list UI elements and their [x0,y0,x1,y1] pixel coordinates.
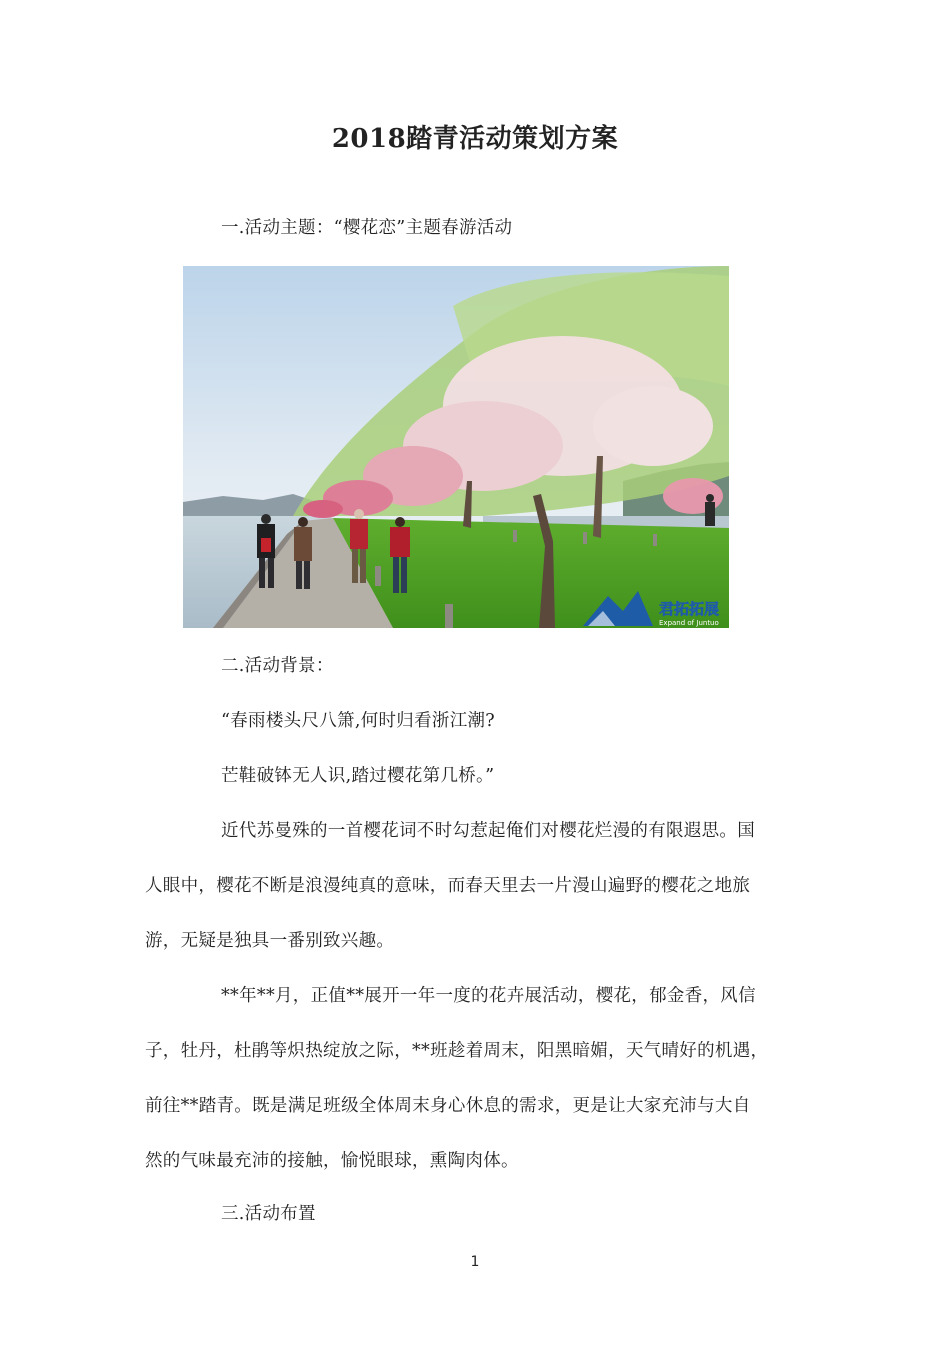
paragraph-2-line-2: 子，牡丹，杜鹃等炽热绽放之际，**班趁着周末，阳黑暗媚，天气晴好的机遇， [145,1041,769,1061]
paragraph-1-line-2: 人眼中，樱花不断是浪漫纯真的意味，而春天里去一片漫山遍野的樱花之地旅 [145,876,751,896]
document-title: 2018踏青活动策划方案 [331,124,619,154]
watermark-subtitle: Expand of Juntuo [659,619,719,627]
section-3-heading: 三.活动布置 [221,1204,316,1224]
poem-line-1: “春雨楼头尺八箫,何时归看浙江潮? [221,711,495,731]
page-number: 1 [470,1254,480,1270]
section-2-heading: 二.活动背景： [221,656,334,676]
section-1-heading: 一.活动主题：“樱花恋”主题春游活动 [221,218,513,238]
cherry-blossom-photo [183,266,729,628]
watermark-brand: 君拓拓展 [659,600,720,618]
paragraph-1-line-3: 游，无疑是独具一番别致兴趣。 [145,931,395,951]
paragraph-2-line-4: 然的气味最充沛的接触，愉悦眼球，熏陶肉体。 [145,1151,519,1171]
paragraph-1-line-1: 近代苏曼殊的一首樱花词不时勾惹起俺们对樱花烂漫的有限遐思。国 [221,821,755,841]
paragraph-2-line-1: **年**月，正值**展开一年一度的花卉展活动，樱花，郁金香，风信 [221,986,756,1006]
paragraph-2-line-3: 前往**踏青。既是满足班级全体周末身心休息的需求，更是让大家充沛与大自 [145,1096,751,1116]
poem-line-2: 芒鞋破钵无人识,踏过樱花第几桥。” [221,766,495,786]
